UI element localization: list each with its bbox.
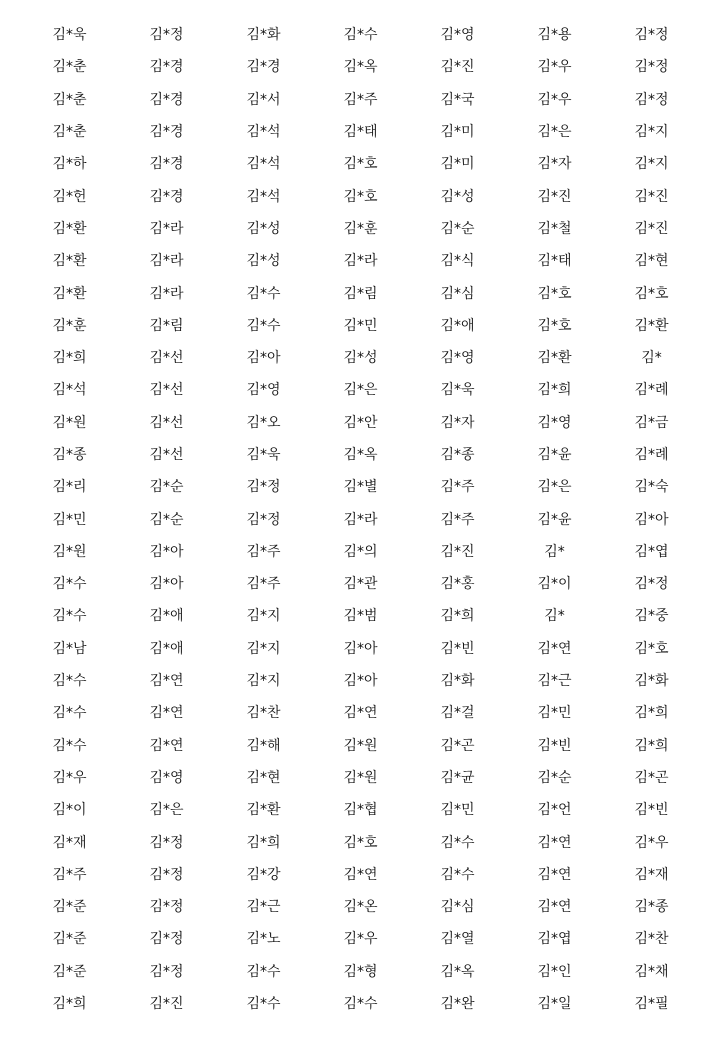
name-cell: 김*영 [246, 382, 281, 399]
name-cell: 김*연 [537, 834, 572, 851]
name-cell: 김*노 [246, 931, 281, 948]
name-cell: 김*석 [246, 188, 281, 205]
name-cell: 김*정 [149, 27, 184, 44]
name-cell: 김*우 [537, 59, 572, 76]
name-cell: 김*이 [537, 576, 572, 593]
table-row [21, 794, 700, 826]
name-cell: 김*선 [149, 414, 184, 431]
name-cell: 김*례 [634, 382, 669, 399]
name-cell: 김*순 [149, 479, 184, 496]
name-cell: 김*정 [634, 59, 669, 76]
table-row [21, 471, 700, 503]
name-cell: 김*아 [634, 511, 669, 528]
name-cell: 김*선 [149, 447, 184, 463]
name-cell: 김*완 [440, 996, 475, 1013]
table-row [21, 633, 700, 665]
name-cell: 김*정 [246, 479, 281, 496]
name-cell: 김*정 [149, 899, 184, 916]
table-row [21, 536, 700, 568]
name-cell: 김*금 [634, 414, 669, 431]
name-cell: 김*정 [149, 834, 184, 851]
name-cell: 김*이 [52, 802, 87, 819]
name-cell: 김*별 [343, 479, 378, 496]
name-cell: 김*석 [246, 124, 281, 141]
name-cell: 김*수 [52, 576, 87, 593]
name-cell: 김*영 [537, 414, 572, 431]
name-cell: 김*수 [343, 996, 378, 1013]
table-row [21, 439, 700, 471]
name-cell: 김*빈 [537, 737, 572, 754]
name-cell: 김*은 [149, 802, 184, 819]
name-cell: 김*정 [634, 27, 669, 44]
name-cell: 김*영 [440, 350, 475, 367]
name-cell: 김*호 [537, 317, 572, 334]
name-cell: 김*민 [440, 802, 475, 819]
name-cell: 김*원 [52, 543, 87, 560]
name-cell: 김*진 [634, 188, 669, 205]
name-cell: 김*희 [52, 350, 87, 367]
name-cell: 김*선 [149, 350, 184, 367]
name-cell: 김*형 [343, 963, 378, 980]
name-cell: 김*범 [343, 608, 378, 625]
name-cell: 김*연 [537, 866, 572, 883]
name-cell: 김*경 [149, 59, 184, 76]
name-cell: 김*례 [634, 447, 669, 463]
name-cell: 김*지 [246, 608, 281, 625]
name-cell: 김*자 [440, 414, 475, 431]
name-cell: 김*균 [440, 769, 475, 786]
name-cell: 김*준 [52, 899, 87, 916]
table-row [21, 19, 700, 51]
name-cell: 김*리 [52, 479, 87, 496]
name-cell: 김*수 [52, 673, 87, 690]
name-cell: 김*경 [149, 124, 184, 141]
name-cell: 김*연 [149, 673, 184, 690]
table-row [21, 51, 700, 83]
table-row [21, 213, 700, 245]
name-cell: 김*온 [343, 899, 378, 916]
name-cell: 김*정 [149, 931, 184, 948]
name-cell: 김*원 [52, 414, 87, 431]
name-cell: 김*자 [537, 156, 572, 173]
name-cell: 김*춘 [52, 124, 87, 141]
name-cell: 김*우 [52, 769, 87, 786]
name-cell: 김*순 [149, 511, 184, 528]
name-cell: 김* [641, 350, 662, 367]
name-cell: 김*관 [343, 576, 378, 593]
name-cell: 김*윤 [537, 511, 572, 528]
name-cell: 김*종 [440, 447, 475, 463]
name-cell: 김*언 [537, 802, 572, 819]
table-row [21, 697, 700, 729]
name-cell: 김*민 [52, 511, 87, 528]
name-cell: 김*원 [343, 769, 378, 786]
name-cell: 김*경 [246, 59, 281, 76]
name-cell: 김*수 [246, 317, 281, 334]
name-cell: 김*윤 [537, 447, 572, 463]
name-cell: 김*영 [440, 27, 475, 44]
name-cell: 김*석 [246, 156, 281, 173]
name-cell: 김*찬 [246, 705, 281, 722]
name-cell: 김*성 [343, 350, 378, 367]
table-row [21, 310, 700, 342]
name-cell: 김*지 [634, 124, 669, 141]
name-cell: 김*주 [246, 576, 281, 593]
name-cell: 김*국 [440, 91, 475, 108]
name-cell: 김*라 [343, 253, 378, 270]
table-row [21, 956, 700, 988]
name-cell: 김*의 [343, 543, 378, 560]
name-cell: 김*진 [537, 188, 572, 205]
name-cell: 김*곤 [440, 737, 475, 754]
name-cell: 김*우 [634, 834, 669, 851]
name-cell: 김*춘 [52, 59, 87, 76]
name-cell: 김*아 [149, 576, 184, 593]
name-cell: 김*수 [246, 285, 281, 302]
name-cell: 김*강 [246, 866, 281, 883]
name-cell: 김*성 [440, 188, 475, 205]
name-cell: 김*수 [440, 834, 475, 851]
name-cell: 김*정 [634, 576, 669, 593]
name-cell: 김*은 [343, 382, 378, 399]
name-cell: 김*걸 [440, 705, 475, 722]
name-cell: 김*심 [440, 285, 475, 302]
table-row [21, 826, 700, 858]
name-cell: 김*민 [537, 705, 572, 722]
name-cell: 김*희 [52, 996, 87, 1013]
name-cell: 김*중 [634, 608, 669, 625]
name-cell: 김*오 [246, 414, 281, 431]
name-cell: 김*환 [634, 317, 669, 334]
name-cell: 김*림 [343, 285, 378, 302]
name-cell: 김*우 [537, 91, 572, 108]
name-cell: 김*현 [246, 769, 281, 786]
name-cell: 김*환 [246, 802, 281, 819]
name-cell: 김*일 [537, 996, 572, 1013]
name-cell: 김*안 [343, 414, 378, 431]
name-cell: 김*지 [246, 640, 281, 657]
name-cell: 김*희 [634, 737, 669, 754]
name-cell: 김*진 [440, 59, 475, 76]
name-cell: 김*수 [343, 27, 378, 44]
name-cell: 김*옥 [440, 963, 475, 980]
table-row [21, 148, 700, 180]
name-cell: 김*철 [537, 220, 572, 237]
name-cell: 김*우 [343, 931, 378, 948]
name-cell: 김*찬 [634, 931, 669, 948]
name-cell: 김*순 [537, 769, 572, 786]
table-row [21, 116, 700, 148]
name-cell: 김*지 [246, 673, 281, 690]
name-cell: 김*진 [440, 543, 475, 560]
name-cell: 김*연 [537, 640, 572, 657]
name-cell: 김*빈 [634, 802, 669, 819]
name-cell: 김*희 [537, 382, 572, 399]
name-cell: 김*연 [149, 737, 184, 754]
name-cell: 김*성 [246, 220, 281, 237]
name-cell: 김*수 [52, 705, 87, 722]
name-cell: 김*엽 [634, 543, 669, 560]
name-cell: 김*심 [440, 899, 475, 916]
name-cell: 김*아 [149, 543, 184, 560]
name-cell: 김*진 [149, 996, 184, 1013]
name-cell: 김*석 [52, 382, 87, 399]
name-cell: 김*성 [246, 253, 281, 270]
table-row [21, 762, 700, 794]
name-cell: 김*애 [149, 608, 184, 625]
name-cell: 김*희 [246, 834, 281, 851]
name-grid [21, 19, 700, 1020]
name-cell: 김*용 [537, 27, 572, 44]
table-row [21, 923, 700, 955]
name-cell: 김*순 [440, 220, 475, 237]
name-cell: 김*환 [537, 350, 572, 367]
name-cell: 김*은 [537, 479, 572, 496]
name-cell: 김*환 [52, 285, 87, 302]
name-cell: 김*옥 [343, 59, 378, 76]
name-cell: 김*림 [149, 317, 184, 334]
name-cell: 김*준 [52, 963, 87, 980]
name-cell: 김*진 [634, 220, 669, 237]
name-cell: 김*호 [537, 285, 572, 302]
name-cell: 김*화 [440, 673, 475, 690]
name-cell: 김*연 [343, 866, 378, 883]
name-cell: 김*근 [537, 673, 572, 690]
name-cell: 김*남 [52, 640, 87, 657]
name-cell: 김*현 [634, 253, 669, 270]
name-cell: 김*희 [440, 608, 475, 625]
name-cell: 김*아 [343, 673, 378, 690]
name-cell: 김*아 [246, 350, 281, 367]
name-cell: 김*수 [52, 608, 87, 625]
name-cell: 김*아 [343, 640, 378, 657]
name-cell: 김*지 [634, 156, 669, 173]
name-cell: 김*욱 [440, 382, 475, 399]
table-row [21, 180, 700, 212]
name-cell: 김*주 [343, 91, 378, 108]
name-cell: 김*해 [246, 737, 281, 754]
table-row [21, 891, 700, 923]
name-cell: 김*미 [440, 156, 475, 173]
table-row [21, 730, 700, 762]
name-cell: 김*희 [634, 705, 669, 722]
name-cell: 김*홍 [440, 576, 475, 593]
name-cell: 김*태 [343, 124, 378, 141]
name-grid-body [21, 19, 700, 1020]
name-cell: 김*연 [537, 899, 572, 916]
name-cell: 김*욱 [52, 27, 87, 44]
name-cell: 김*정 [149, 963, 184, 980]
name-cell: 김*민 [343, 317, 378, 334]
name-cell: 김*라 [149, 220, 184, 237]
table-row [21, 407, 700, 439]
name-cell: 김*빈 [440, 640, 475, 657]
name-cell: 김*서 [246, 91, 281, 108]
name-cell: 김*헌 [52, 188, 87, 205]
name-cell: 김*수 [246, 963, 281, 980]
name-cell: 김*환 [52, 220, 87, 237]
name-cell: 김* [544, 543, 565, 560]
name-cell: 김*정 [634, 91, 669, 108]
name-cell: 김*종 [634, 899, 669, 916]
name-cell: 김*협 [343, 802, 378, 819]
name-cell: 김*호 [634, 640, 669, 657]
name-cell: 김*재 [52, 834, 87, 851]
name-cell: 김*애 [440, 317, 475, 334]
name-cell: 김*원 [343, 737, 378, 754]
name-cell: 김*곤 [634, 769, 669, 786]
name-cell: 김*열 [440, 931, 475, 948]
name-cell: 김*경 [149, 188, 184, 205]
name-cell: 김*주 [440, 511, 475, 528]
name-cell: 김*재 [634, 866, 669, 883]
name-cell: 김*하 [52, 156, 87, 173]
table-row [21, 245, 700, 277]
name-cell: 김*주 [440, 479, 475, 496]
name-cell: 김*호 [343, 834, 378, 851]
name-cell: 김*선 [149, 382, 184, 399]
name-cell: 김*수 [246, 996, 281, 1013]
table-row [21, 342, 700, 374]
name-cell: 김*인 [537, 963, 572, 980]
table-row [21, 568, 700, 600]
table-row [21, 374, 700, 406]
name-cell: 김*연 [343, 705, 378, 722]
table-row [21, 665, 700, 697]
name-cell: 김*라 [149, 285, 184, 302]
name-cell: 김*준 [52, 931, 87, 948]
name-cell: 김*채 [634, 963, 669, 980]
name-cell: 김*호 [343, 188, 378, 205]
name-cell: 김*환 [52, 253, 87, 270]
name-cell: 김*수 [52, 737, 87, 754]
name-cell: 김*훈 [52, 317, 87, 334]
name-cell: 김*필 [634, 996, 669, 1013]
name-cell: 김*숙 [634, 479, 669, 496]
name-cell: 김*태 [537, 253, 572, 270]
name-cell: 김*춘 [52, 91, 87, 108]
name-cell: 김*라 [149, 253, 184, 270]
name-cell: 김*주 [246, 543, 281, 560]
name-cell: 김*라 [343, 511, 378, 528]
name-cell: 김*경 [149, 156, 184, 173]
name-cell: 김*옥 [343, 447, 378, 463]
table-row [21, 600, 700, 632]
table-row [21, 988, 700, 1020]
table-row [21, 277, 700, 309]
name-cell: 김*식 [440, 253, 475, 270]
name-cell: 김*호 [634, 285, 669, 302]
name-cell: 김*종 [52, 447, 87, 463]
table-row [21, 503, 700, 535]
name-cell: 김*근 [246, 899, 281, 916]
name-cell: 김*화 [634, 673, 669, 690]
name-cell: 김*애 [149, 640, 184, 657]
name-cell: 김*경 [149, 91, 184, 108]
name-cell: 김*정 [149, 866, 184, 883]
name-cell: 김*정 [246, 511, 281, 528]
table-row [21, 859, 700, 891]
name-cell: 김*연 [149, 705, 184, 722]
table-row [21, 84, 700, 116]
name-cell: 김* [544, 608, 565, 625]
name-cell: 김*엽 [537, 931, 572, 948]
name-cell: 김*영 [149, 769, 184, 786]
name-cell: 김*주 [52, 866, 87, 883]
name-cell: 김*호 [343, 156, 378, 173]
name-cell: 김*훈 [343, 220, 378, 237]
name-cell: 김*미 [440, 124, 475, 141]
name-cell: 김*욱 [246, 447, 281, 463]
name-cell: 김*수 [440, 866, 475, 883]
name-cell: 김*은 [537, 124, 572, 141]
name-cell: 김*화 [246, 27, 281, 44]
